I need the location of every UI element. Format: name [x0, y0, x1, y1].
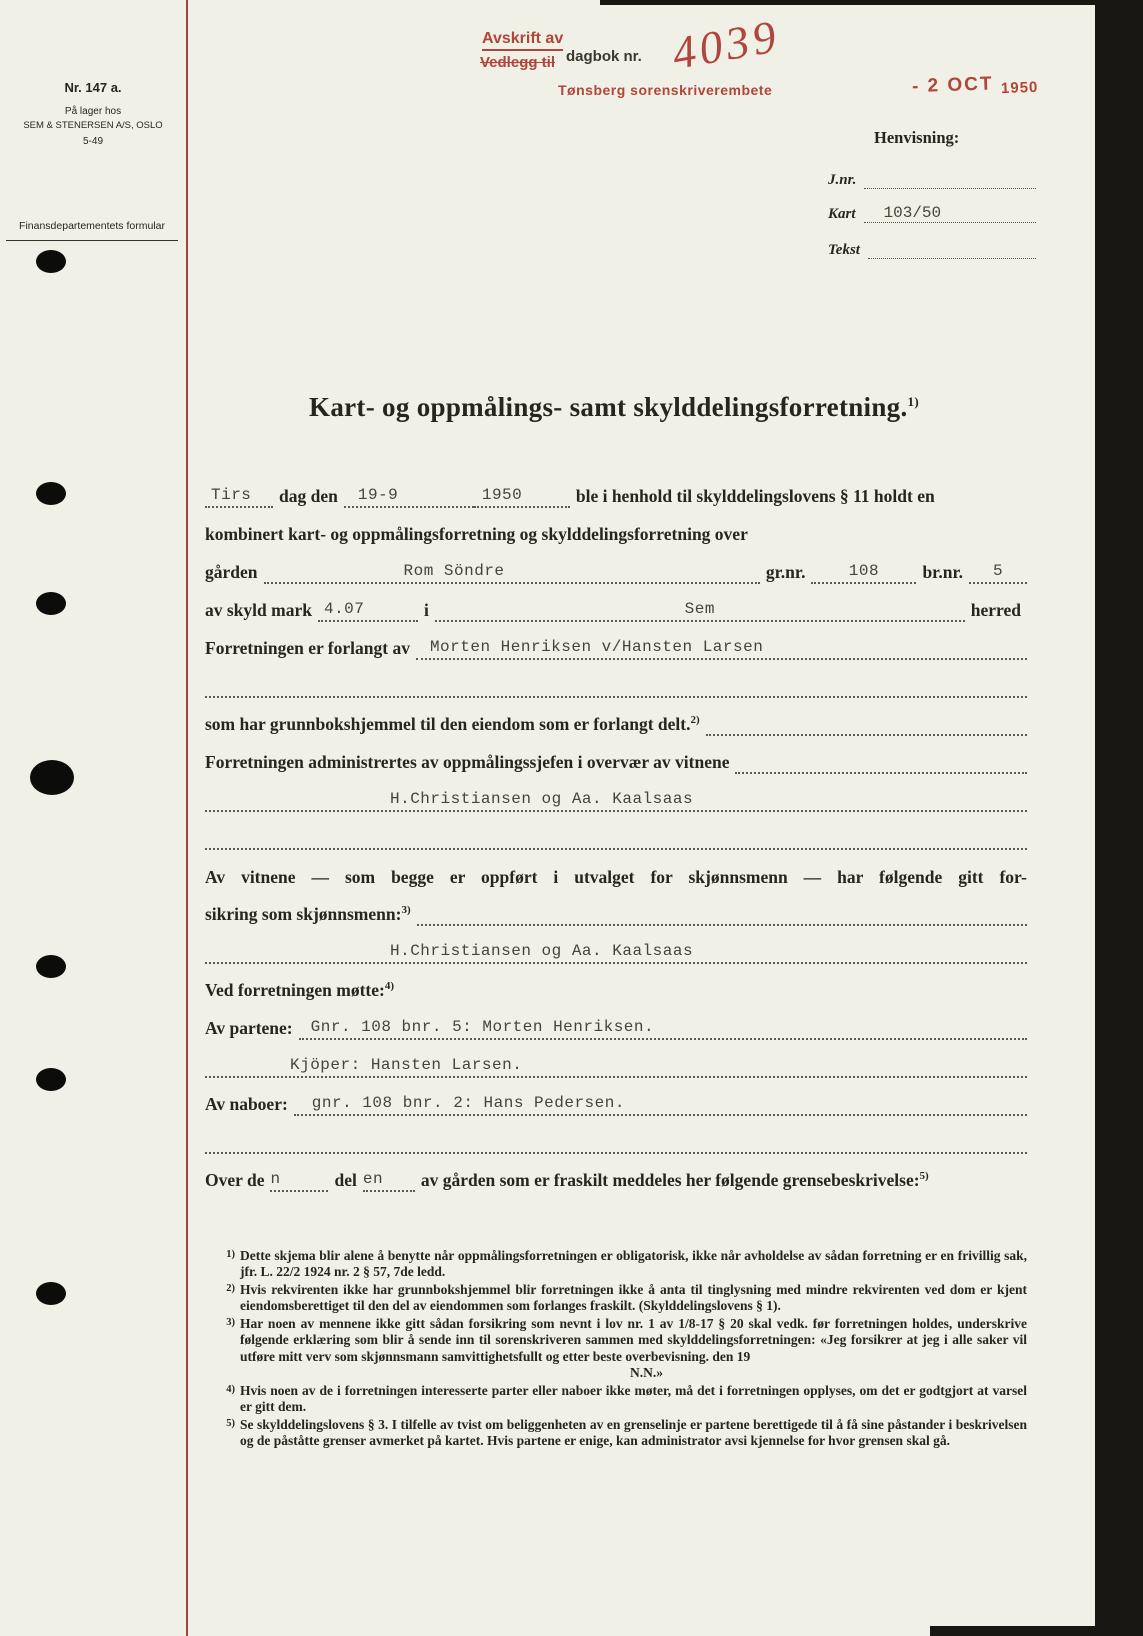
- jnr-label: J.nr.: [828, 172, 857, 188]
- printed-text: av gården som er fraskilt meddeles her følgende grensebeskrivelse:: [420, 1170, 920, 1190]
- printed-text: sikring som skjønnsmenn:: [205, 904, 402, 924]
- printed-text: Av naboer:: [205, 1094, 288, 1114]
- printed-text: Over de: [205, 1170, 265, 1190]
- footnote-ref-2: 2): [690, 714, 700, 727]
- witnesses-fill: H.Christiansen og Aa. Kaalsaas: [205, 790, 1027, 812]
- kart-label: Kart: [828, 206, 856, 222]
- henvisning-jnr-row: [828, 170, 1036, 189]
- year-fill: 1950: [474, 486, 570, 508]
- date-stamp: [912, 72, 1039, 98]
- avskrift-stamp: Avskrift av: [482, 30, 563, 51]
- blank-fill: [417, 904, 1027, 926]
- line-naboer: [205, 1078, 1027, 1116]
- footnote-text: Hvis noen av de i forretningen interesserte parter eller naboer ikke møter, må det i forretningen opplyses, om det er godtgjort at varsel er gitt dem.: [240, 1382, 1027, 1415]
- skjonnsmenn-fill: H.Christiansen og Aa. Kaalsaas: [205, 942, 1027, 964]
- blank-fill: [205, 676, 1027, 698]
- printed-text: herred: [970, 600, 1021, 620]
- footnote-5: [205, 1417, 1027, 1450]
- punch-hole: [36, 250, 66, 273]
- line-motte: [205, 964, 1027, 1002]
- printed-text: [205, 980, 400, 1002]
- blank-dotted-line: [205, 812, 1027, 850]
- printed-text: [415, 1170, 935, 1192]
- blank-fill: [735, 752, 1027, 774]
- footnote-number: 2): [226, 1282, 235, 1294]
- del-fill-en: en: [363, 1170, 415, 1192]
- printed-text: ble i henhold til skylddelingslovens § 11 holdt en: [575, 486, 935, 506]
- line-farm: [205, 546, 1027, 584]
- printed-text: dag den: [279, 486, 338, 506]
- footnote-text: Dette skjema blir alene å benytte når oppmålingsforretningen er obligatorisk, ikke når avholdelse av sådan forretning er en frivillig sak, jfr. L. 22/2 1924 nr. 2 § 57, 7de ledd.: [240, 1248, 1027, 1280]
- printed-text: av skyld mark: [205, 600, 312, 620]
- blank-fill: [205, 1132, 1027, 1154]
- margin-divider-rule: [186, 0, 188, 1636]
- kart-fill-line: [864, 204, 1036, 223]
- form-body: [205, 470, 1027, 1192]
- kart-value: 103/50: [883, 204, 942, 222]
- footnote-1: [205, 1248, 1027, 1281]
- henvisning-kart-row: [828, 204, 1036, 223]
- footnote-number: 4): [226, 1383, 235, 1395]
- footnote-text: Se skylddelingslovens § 3. I tilfelle av tvist om beliggenheten av en grenselinje er partene berettigede til å få sine påstander i beskrivelsen og de påståtte grenser avmerket på kartet. Hvis partene er enige, kan administrator avsi kjennelse for hvor grensen skal gå.: [240, 1416, 1027, 1449]
- tekst-blank-line: [868, 240, 1036, 259]
- document-title-text: Kart- og oppmålings- samt skylddelingsforretning.: [309, 392, 908, 422]
- skyldmark-fill: 4.07: [318, 600, 418, 622]
- scan-edge-bottom: [930, 1626, 1143, 1636]
- printed-text: Forretningen er forlangt av: [205, 638, 410, 658]
- printer-note-line1: På lager hos: [64, 106, 122, 117]
- blank-fill: [205, 828, 1027, 850]
- punch-hole: [30, 760, 74, 795]
- footnote-number: 1): [226, 1249, 235, 1260]
- printed-text: Ved forretningen møtte:: [205, 980, 385, 1000]
- punch-hole: [36, 955, 66, 978]
- footnote-4: [205, 1383, 1027, 1416]
- footnote-ref-5: 5): [919, 1170, 929, 1183]
- footnote-ref-3: 3): [401, 904, 411, 917]
- line-skjonnsmenn-names: [205, 926, 1027, 964]
- printed-text: Av partene:: [205, 1018, 293, 1038]
- footnote-ref-4: 4): [384, 980, 394, 993]
- date-stamp-year: 1950: [1000, 78, 1039, 98]
- footnote-text: [240, 1316, 1027, 1382]
- footnote-number: 3): [226, 1316, 235, 1328]
- line-rekvirent: [205, 622, 1027, 660]
- dagbok-label: dagbok nr.: [566, 48, 642, 65]
- print-code: 5-49: [82, 136, 103, 147]
- document-title: [200, 392, 1028, 423]
- printed-text: del: [334, 1170, 357, 1190]
- date-fill: 19-9: [344, 486, 474, 508]
- printed-text: Av vitnene — som begge er oppført i utvalget for skjønnsmenn — har følgende gitt for-: [205, 867, 1027, 887]
- punch-hole: [36, 592, 66, 615]
- printed-text: Forretningen administrertes av oppmålingssjefen i overvær av vitnene: [205, 752, 730, 772]
- rekvirent-fill: Morten Henriksen v/Hansten Larsen: [416, 638, 1027, 660]
- line-kombinert: [205, 508, 1027, 546]
- line-grunnbok: [205, 698, 1027, 736]
- footnote-2: [205, 1282, 1027, 1315]
- footnote-text: Hvis rekvirenten ikke har grunnbokshjemmel blir forretningen ikke å anta til tinglysning med mindre rekvirenten ved dom er kjent eiendomsberettiget til den del av eiendommen som forlanges fraskilt. (Skylddelingslovens § 1).: [240, 1281, 1027, 1314]
- line-kjoper: [205, 1040, 1027, 1078]
- printer-note-line2: SEM & STENERSEN A/S, OSLO: [23, 120, 163, 131]
- title-footnote-ref: 1): [907, 394, 919, 409]
- jnr-blank-line: [864, 170, 1036, 189]
- dagbok-number-handwritten: 4039: [668, 10, 784, 79]
- line-vitner: [205, 774, 1027, 812]
- printed-text: br.nr.: [922, 562, 963, 582]
- line-date: [205, 470, 1027, 508]
- gnr-fill: 108: [811, 562, 916, 584]
- printed-text: [205, 904, 417, 926]
- naboer-fill: gnr. 108 bnr. 2: Hans Pedersen.: [294, 1094, 1027, 1116]
- line-partene: [205, 1002, 1027, 1040]
- office-stamp: Tønsberg sorenskriverembete: [558, 82, 773, 98]
- footnotes: [205, 1248, 1027, 1451]
- day-fill: Tirs: [205, 486, 273, 508]
- henvisning-heading: Henvisning:: [874, 128, 960, 147]
- footnote-number: 5): [226, 1417, 235, 1429]
- line-grensebeskrivelse: [205, 1154, 1027, 1192]
- henvisning-tekst-row: [828, 240, 1036, 259]
- punch-hole: [36, 1068, 66, 1091]
- footnote-3: [205, 1316, 1027, 1382]
- scan-edge-top: [600, 0, 1143, 5]
- blank-fill: [706, 714, 1027, 736]
- del-fill-n: n: [270, 1170, 328, 1192]
- tekst-label: Tekst: [828, 242, 860, 258]
- printed-text: kombinert kart- og oppmålingsforretning og skylddelingsforretning over: [205, 524, 748, 544]
- line-skjonnsmenn-2: [205, 888, 1027, 926]
- farm-name-fill: Rom Söndre: [264, 562, 760, 584]
- form-number: Nr. 147 a.: [64, 80, 122, 95]
- blank-dotted-line: [205, 1116, 1027, 1154]
- blank-dotted-line: [205, 660, 1027, 698]
- line-skjonnsmenn-1: [205, 850, 1027, 888]
- printed-text: gr.nr.: [765, 562, 806, 582]
- punch-hole: [36, 482, 66, 505]
- punch-hole: [36, 1282, 66, 1305]
- date-stamp-day: - 2 OCT: [911, 73, 994, 98]
- printed-text: i: [423, 600, 429, 620]
- formular-label: Finansdepartementets formular: [6, 220, 178, 241]
- footnote-text-main: Har noen av mennene ikke gitt sådan forsikring som nevnt i lov nr. 1 av 1/8-17 § 20 skal vedk. før forretningen holdes, underskrive følgende erklæring som blir å sende inn til sorenskriveren sammen med skylddelingsforretningen: «Jeg forsikrer at jeg i alle saker vil utføre mitt verv som skjønnsmann samvittighetsfullt og etter beste overbevisning. den 19: [240, 1315, 1027, 1364]
- printed-text: [205, 714, 706, 736]
- vedlegg-stamp-struck: Vedlegg til: [480, 54, 556, 71]
- herred-fill: Sem: [435, 600, 965, 622]
- partene-fill: Gnr. 108 bnr. 5: Morten Henriksen.: [299, 1018, 1027, 1040]
- kjoper-fill: Kjöper: Hansten Larsen.: [205, 1056, 1027, 1078]
- bnr-fill: 5: [969, 562, 1027, 584]
- line-administrert: [205, 736, 1027, 774]
- footnote-signature: N.N.»: [630, 1365, 663, 1381]
- scan-edge-right: [1095, 0, 1143, 1636]
- printed-text: gården: [205, 562, 258, 582]
- line-skyld: [205, 584, 1027, 622]
- printed-text: som har grunnbokshjemmel til den eiendom som er forlangt delt.: [205, 714, 691, 734]
